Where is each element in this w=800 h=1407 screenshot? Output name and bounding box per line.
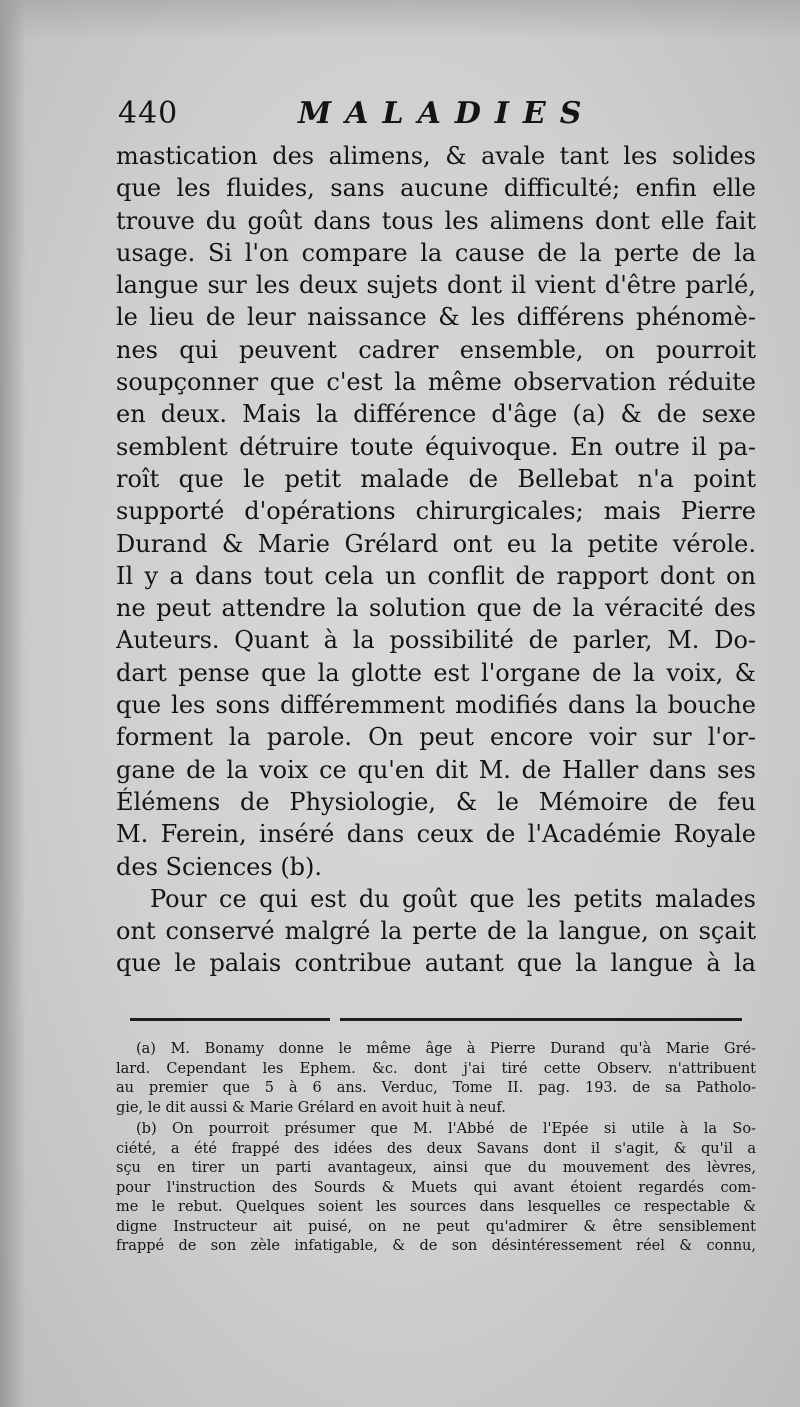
text-line: Pour ce qui est du goût que les petits malades bbox=[150, 884, 756, 913]
text-line: nes qui peuvent cadrer ensemble, on pourroit bbox=[116, 335, 756, 364]
rule-segment bbox=[130, 1018, 330, 1021]
footnote-line: sçu en tirer un parti avantageux, ainsi que du mouvement des lèvres, bbox=[116, 1160, 756, 1176]
text-line: semblent détruire toute équivoque. En outre il pa- bbox=[116, 432, 756, 461]
footnote-separator-rule bbox=[130, 1016, 742, 1022]
text-line: que les fluides, sans aucune difficulté; enfin elle bbox=[116, 174, 756, 203]
text-line: supporté d'opérations chirurgicales; mais Pierre bbox=[116, 497, 756, 526]
text-line: Durand & Marie Grélard ont eu la petite vérole. bbox=[116, 529, 756, 558]
text-line: mastication des alimens, & avale tant les solides bbox=[116, 142, 756, 170]
main-text bbox=[116, 140, 756, 980]
text-line: gane de la voix ce qu'en dit M. de Haller dans ses bbox=[116, 755, 756, 784]
footnote-line: pour l'instruction des Sourds & Muets qui avant étoient regardés com- bbox=[116, 1179, 756, 1196]
text-line: M. Ferein, inséré dans ceux de l'Académie Royale bbox=[116, 820, 756, 849]
text-line: que les sons différemment modifiés dans la bouche bbox=[116, 691, 756, 720]
footnote-line: ciété, a été frappé des idées des deux Savans dont il s'agit, & qu'il a bbox=[116, 1140, 756, 1157]
running-head: MALADIES bbox=[298, 96, 596, 131]
text-line: soupçonner que c'est la même observation réduite bbox=[116, 368, 756, 397]
page-header bbox=[118, 96, 758, 136]
rule-segment bbox=[340, 1018, 742, 1021]
text-line: forment la parole. On peut encore voir sur l'or- bbox=[116, 723, 756, 752]
text-line: Auteurs. Quant à la possibilité de parler, M. Do- bbox=[116, 626, 756, 655]
footnotes bbox=[116, 1040, 756, 1257]
text-line: que le palais contribue autant que la langue à la bbox=[116, 949, 756, 978]
text-line: dart pense que la glotte est l'organe de la voix, & bbox=[116, 658, 756, 687]
footnote-line: gie, le dit aussi & Marie Grélard en avoit huit à neuf. bbox=[116, 1099, 506, 1116]
text-line: ont conservé malgré la perte de la langue, on sçait bbox=[116, 917, 756, 946]
text-line: trouve du goût dans tous les alimens dont elle fait bbox=[116, 206, 756, 235]
text-line: usage. Si l'on compare la cause de la perte de la bbox=[116, 238, 756, 267]
text-line: en deux. Mais la différence d'âge (a) & de sexe bbox=[116, 400, 756, 429]
text-line: langue sur les deux sujets dont il vient d'être parlé, bbox=[116, 271, 756, 300]
footnote-line: me le rebut. Quelques soient les sources dans lesquelles ce respectable & bbox=[116, 1199, 756, 1215]
page-number: 440 bbox=[118, 96, 179, 131]
text-line: Il y a dans tout cela un conflit de rapport dont on bbox=[116, 561, 756, 590]
footnote-line: au premier que 5 à 6 ans. Verduc, Tome II. pag. 193. de sa Patholo- bbox=[116, 1080, 756, 1096]
text-line: le lieu de leur naissance & les différens phénomè- bbox=[116, 303, 756, 332]
footnote-line: frappé de son zèle infatigable, & de son désintéressement réel & connu, bbox=[116, 1238, 756, 1254]
text-line: Élémens de Physiologie, & le Mémoire de feu bbox=[116, 787, 756, 816]
text-line: des Sciences (b). bbox=[116, 852, 323, 881]
text-line: ne peut attendre la solution que de la véracité des bbox=[116, 594, 756, 623]
footnote-line: lard. Cependant les Ephem. &c. dont j'ai tiré cette Observ. n'attribuent bbox=[116, 1060, 756, 1077]
text-line: roît que le petit malade de Bellebat n'a point bbox=[116, 464, 756, 493]
footnote-line: (a) M. Bonamy donne le même âge à Pierre Durand qu'à Marie Gré- bbox=[136, 1041, 756, 1057]
footnote-line: (b) On pourroit présumer que M. l'Abbé de l'Epée si utile à la So- bbox=[136, 1121, 756, 1137]
footnote-line: digne Instructeur ait puisé, on ne peut qu'admirer & être sensiblement bbox=[116, 1218, 756, 1235]
